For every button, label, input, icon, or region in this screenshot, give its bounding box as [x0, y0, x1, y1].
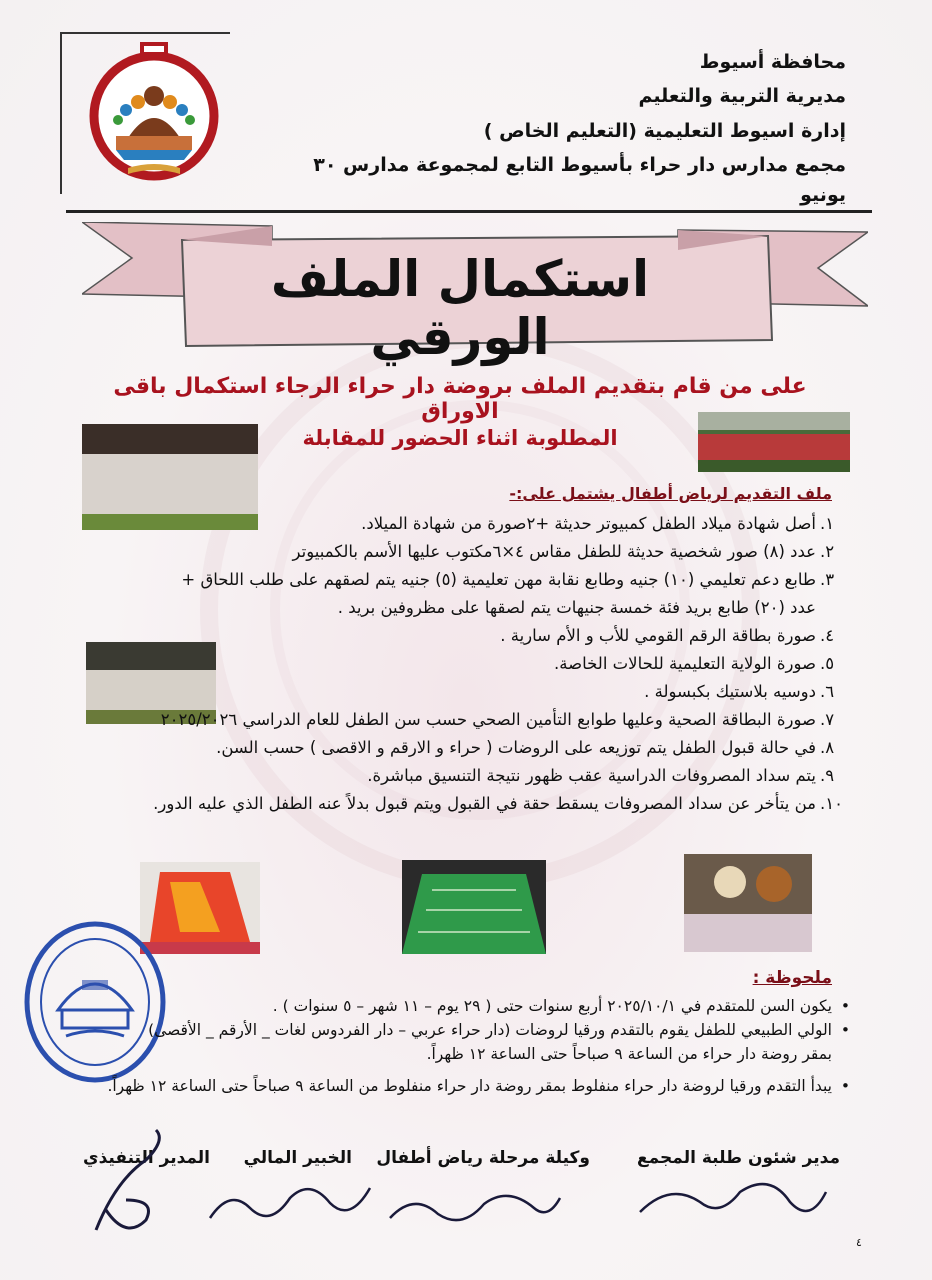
requirement-item [74, 538, 854, 566]
note-text: بمقر روضة دار حراء من الساعة ٩ صباحاً حتى الساعة ١٢ ظهراً. [426, 1045, 832, 1063]
signature-kg-deputy [384, 1178, 564, 1234]
item-number: .٨ [820, 738, 835, 757]
item-text: صورة بطاقة الرقم القومي للأب و الأم سارية . [500, 626, 816, 645]
note-item-continuation [154, 1042, 854, 1066]
note-text: الولي الطبيعي للطفل يقوم بالتقدم ورقيا لروضات (دار حراء عربي – دار الفردوس لغات _ الأرقم _ الأقصى) [148, 1021, 832, 1039]
signer-title-executive-director: المدير التنفيذي [83, 1148, 210, 1168]
item-number: .٧ [820, 710, 835, 729]
item-text: صورة الولاية التعليمية للحالات الخاصة. [554, 654, 816, 673]
photo-children-performance [698, 412, 850, 472]
note-item [148, 1018, 854, 1042]
item-number: .٥ [820, 654, 835, 673]
item-text: يتم سداد المصروفات الدراسية عقب ظهور نتيجة التنسيق مباشرة. [367, 766, 816, 785]
banner-title: استكمال الملف الورقي [270, 250, 650, 366]
requirement-item [74, 790, 854, 818]
page-number: ٤ [856, 1236, 862, 1249]
bullet: • [840, 1021, 850, 1039]
note-text: يكون السن للمتقدم في ٢٠٢٥/١٠/١ أربع سنوات حتى ( ٢٩ يوم – ١١ شهر – ٥ سنوات ) . [272, 997, 832, 1015]
signature-executive-director [86, 1120, 176, 1250]
item-number: .١ [820, 514, 835, 533]
intro-line-2: المطلوبة اثناء الحضور للمقابلة [302, 426, 618, 450]
requirement-item [74, 622, 854, 650]
notes-title: ملحوظة : [752, 968, 832, 988]
requirement-item [74, 566, 854, 594]
bullet: • [840, 1077, 850, 1095]
signer-title-kg-deputy: وكيلة مرحلة رياض أطفال [376, 1148, 590, 1168]
item-text: في حالة قبول الطفل يتم توزيعه على الروضات ( حراء و الارقم و الاقصى ) حسب السن. [216, 738, 816, 757]
requirement-item [74, 706, 854, 734]
header-authority [286, 48, 846, 215]
photo-mascots-kids [684, 854, 812, 952]
school-logo [88, 38, 220, 188]
note-item [107, 1074, 854, 1098]
signer-title-financial-expert: الخبير المالي [243, 1148, 352, 1168]
item-number: .٣ [820, 570, 835, 589]
item-number: .٢ [820, 542, 835, 561]
header-school-complex: مجمع مدارس دار حراء بأسيوط التابع لمجموعة مدارس ٣٠ يونيو [313, 154, 846, 206]
signature-student-affairs [630, 1162, 830, 1238]
requirement-item [74, 650, 854, 678]
intro-line-1: على من قام بتقديم الملف بروضة دار حراء الرجاء استكمال باقى الاوراق [113, 374, 807, 424]
header-administration: إدارة اسيوط التعليمية (التعليم الخاص ) [483, 119, 846, 142]
requirement-item [74, 678, 854, 706]
requirement-item [74, 734, 854, 762]
requirements-list [74, 510, 854, 818]
official-seal [22, 918, 168, 1086]
note-item [154, 994, 854, 1018]
item-text: عدد (٢٠) طابع بريد فئة خمسة جنيهات يتم لصقها على مظروفين بريد . [337, 598, 816, 617]
requirements-title: ملف التقديم لرياض أطفال يشتمل على:- [509, 484, 832, 503]
item-text: طابع دعم تعليمي (١٠) جنيه وطابع نقابة مهن تعليمية (٥) جنيه يتم لصقهم على طلب اللحاق + [181, 570, 816, 589]
notes-list [107, 994, 854, 1098]
item-text: صورة البطاقة الصحية وعليها طوابع التأمين الصحي حسب سن الطفل للعام الدراسي ٢٠٢٥/٢٠٢٦ [160, 710, 816, 729]
item-number: .١٠ [820, 794, 843, 813]
requirement-item-continuation [74, 594, 854, 622]
item-text: دوسيه بلاستيك بكبسولة . [644, 682, 816, 701]
requirement-item [74, 762, 854, 790]
item-number: .٤ [820, 626, 835, 645]
item-number: .٦ [820, 682, 835, 701]
requirement-item [74, 510, 854, 538]
item-number: .٩ [820, 766, 835, 785]
header-divider [66, 210, 872, 213]
header-directorate: مديرية التربية والتعليم [638, 85, 846, 108]
item-text: أصل شهادة ميلاد الطفل كمبيوتر حديثة +٢صورة من شهادة الميلاد. [361, 514, 816, 533]
note-text: يبدأ التقدم ورقيا لروضة دار حراء منفلوط بمقر روضة دار حراء منفلوط من الساعة ٩ صباحاً حتى الساعة ١٢ ظهراً. [107, 1077, 832, 1095]
signer-title-student-affairs: مدير شئون طلبة المجمع [637, 1148, 840, 1168]
item-text: عدد (٨) صور شخصية حديثة للطفل مقاس ٤×٦مكتوب عليها الأسم بالكمبيوتر [292, 542, 816, 561]
signature-financial-expert [200, 1168, 380, 1238]
photo-sports-field [402, 860, 546, 954]
header-governorate: محافظة أسيوط [699, 51, 846, 73]
item-text: من يتأخر عن سداد المصروفات يسقط حقة في القبول ويتم قبول بدلاً عنه الطفل الذي عليه الدور. [153, 794, 816, 813]
bullet: • [840, 997, 850, 1015]
